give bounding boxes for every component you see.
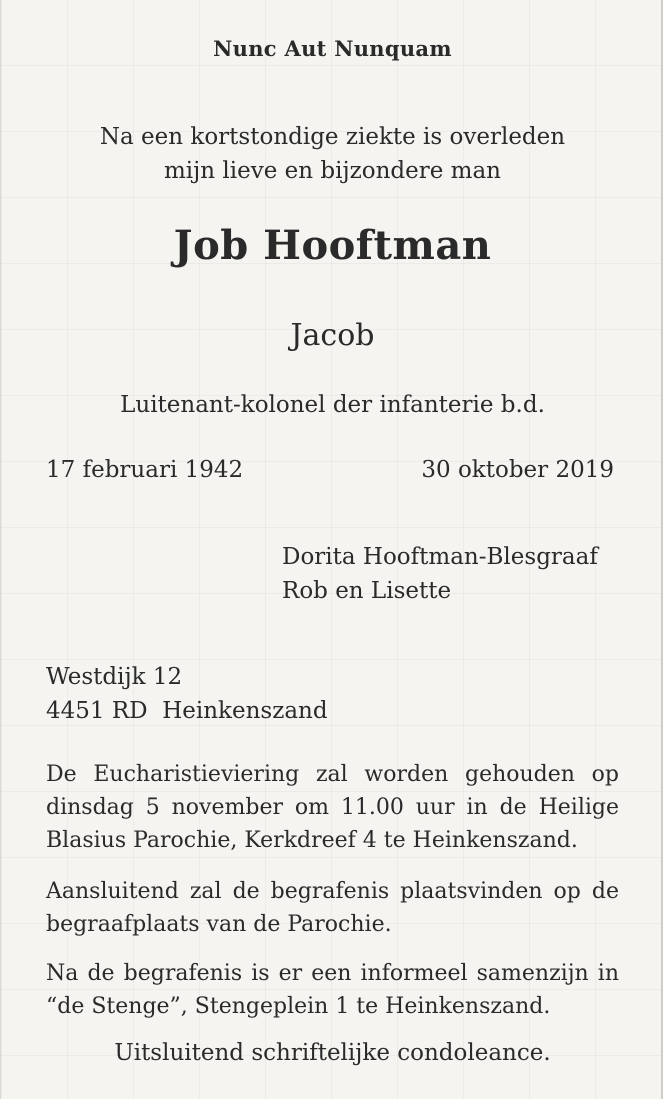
closing-note: Uitsluitend schriftelijke condoleance. bbox=[114, 1040, 551, 1066]
deceased-name: Job Hooftman bbox=[173, 222, 492, 269]
intro-line-2: mijn lieve en bijzondere man bbox=[164, 158, 501, 184]
birth-date: 17 februari 1942 bbox=[46, 457, 244, 483]
death-date: 30 oktober 2019 bbox=[421, 457, 614, 483]
intro-line-1: Na een kortstondige ziekte is overleden bbox=[99, 124, 566, 150]
address-city: 4451 RD Heinkenszand bbox=[46, 698, 328, 724]
family-member: Dorita Hooftman-Blesgraaf bbox=[282, 544, 598, 570]
family-member: Rob en Lisette bbox=[282, 578, 452, 604]
deceased-nickname: Jacob bbox=[290, 318, 375, 353]
address-street: Westdijk 12 bbox=[46, 664, 183, 690]
service-paragraph: De Eucharistieviering zal worden gehouden op dinsdag 5 november om 11.00 uur in de Heilige Blasius Parochie, Kerkdreef 4 te Heinkenszand. bbox=[46, 762, 619, 853]
motto: Nunc Aut Nunquam bbox=[213, 36, 452, 61]
address bbox=[46, 660, 328, 728]
deceased-rank: Luitenant-kolonel der infanterie b.d. bbox=[120, 392, 545, 418]
family-names bbox=[282, 540, 598, 608]
gathering-paragraph: Na de begrafenis is er een informeel samenzijn in “de Stenge”, Stengeplein 1 te Heinkenszand. bbox=[46, 961, 619, 1019]
intro-text bbox=[1, 120, 663, 188]
burial-paragraph: Aansluitend zal de begrafenis plaatsvinden op de begraafplaats van de Parochie. bbox=[46, 879, 619, 937]
